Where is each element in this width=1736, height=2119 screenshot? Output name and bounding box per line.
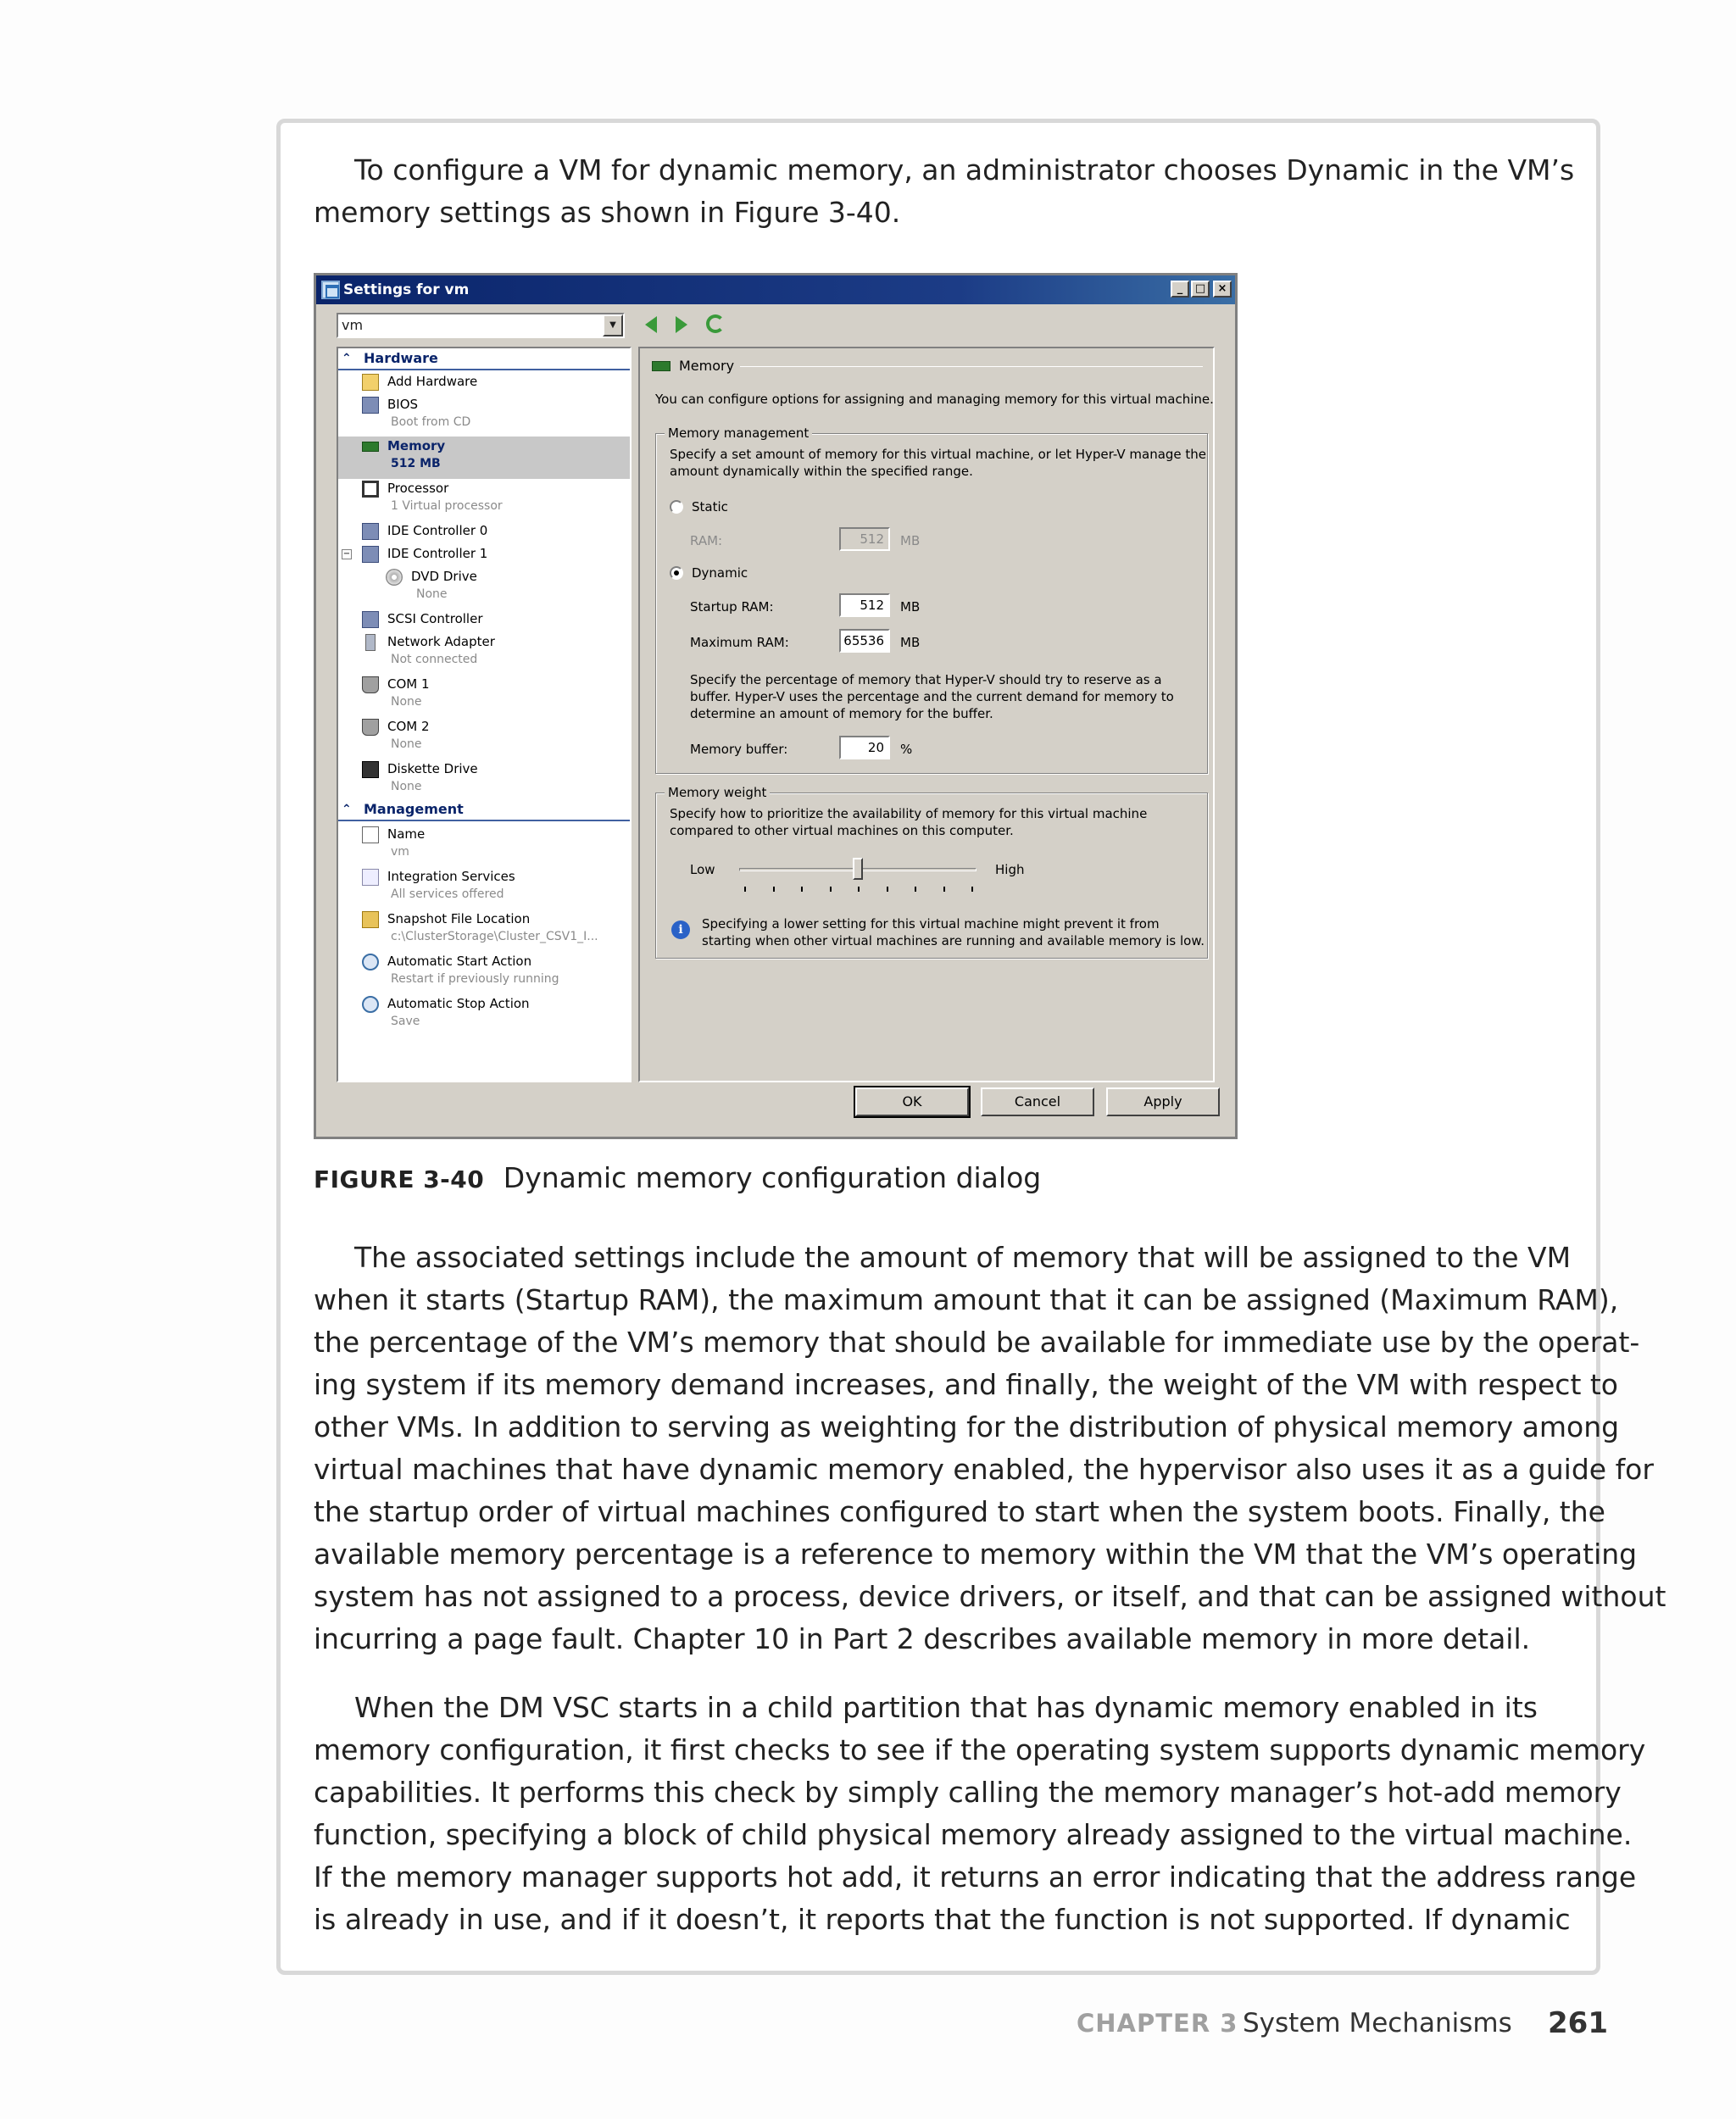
maximize-button[interactable]: □ — [1191, 281, 1210, 298]
com-port-icon — [362, 676, 379, 693]
memory-weight-slider-thumb[interactable] — [853, 858, 863, 880]
settings-dialog — [314, 273, 1238, 1139]
text-line: memory settings as shown in Figure 3-40. — [314, 196, 901, 229]
tree-item-automatic-stop-action[interactable] — [338, 994, 630, 1037]
panel-header — [652, 357, 1203, 375]
name-icon — [362, 826, 379, 843]
buffer-description: buffer. Hyper-V uses the percentage and the current demand for memory to — [690, 689, 1174, 704]
add-hardware-icon — [362, 374, 379, 391]
memory-settings-panel — [638, 347, 1215, 1082]
dynamic-radio[interactable] — [670, 566, 683, 580]
tree-item-sub: None — [391, 780, 422, 793]
tree-item-label: IDE Controller 0 — [387, 523, 488, 538]
figure-caption — [314, 1157, 1041, 1201]
slider-tick — [943, 887, 945, 892]
startup-ram-label: Startup RAM: — [690, 599, 774, 615]
tree-item-sub: Save — [391, 1015, 420, 1028]
weight-note: starting when other virtual machines are running and available memory is low. — [702, 933, 1205, 948]
tree-item-label: Network Adapter — [387, 634, 495, 649]
slider-tick — [858, 887, 860, 892]
figure-label: FIGURE 3-40 — [314, 1165, 485, 1193]
tree-item-label: IDE Controller 1 — [387, 546, 488, 561]
tree-item-snapshot-file-location[interactable] — [338, 909, 630, 952]
tree-item-label: Diskette Drive — [387, 761, 478, 776]
tree-item-label: Add Hardware — [387, 374, 478, 389]
tree-item-sub: c:\ClusterStorage\Cluster_CSV1_I... — [391, 930, 598, 943]
slider-tick — [773, 887, 775, 892]
text-line: the startup order of virtual machines configured to start when the system boots. Finally, the — [314, 1495, 1605, 1528]
text-line: To configure a VM for dynamic memory, an administrator chooses Dynamic in the VM’s — [354, 153, 1575, 186]
tree-item-sub: None — [391, 737, 422, 751]
vm-selector-value: vm — [342, 317, 364, 333]
slider-tick — [801, 887, 803, 892]
tree-item-name[interactable] — [338, 825, 630, 867]
tree-item-memory[interactable] — [338, 437, 630, 479]
tree-item-bios[interactable] — [338, 395, 630, 437]
startup-ram-input[interactable]: 512 — [839, 593, 890, 617]
ide-controller-icon — [362, 523, 379, 540]
static-label: Static — [692, 499, 728, 514]
tree-item-label: Automatic Start Action — [387, 954, 532, 969]
footer-chapter: CHAPTER 3 — [1077, 2009, 1238, 2038]
slider-tick — [744, 887, 746, 892]
tree-item-label: Name — [387, 826, 426, 842]
text-line: memory configuration, it first checks to see if the operating system supports dynamic memory — [314, 1733, 1646, 1766]
diskette-drive-icon — [362, 761, 379, 778]
scsi-controller-icon — [362, 611, 379, 628]
com-port-icon — [362, 719, 379, 736]
text-line: incurring a page fault. Chapter 10 in Part 2 describes available memory in more detail. — [314, 1622, 1531, 1655]
tree-item-sub: 1 Virtual processor — [391, 499, 503, 513]
memory-icon — [652, 361, 670, 371]
tree-item-label: Processor — [387, 481, 449, 496]
tree-item-diskette-drive[interactable] — [338, 759, 630, 802]
text-line: is already in use, and if it doesn’t, it reports that the function is not supported. If dynamic — [314, 1903, 1571, 1936]
text-line: If the memory manager supports hot add, it returns an error indicating that the address range — [314, 1860, 1637, 1894]
footer-chapter-title: System Mechanisms — [1243, 2008, 1512, 2038]
slider-high-label: High — [995, 862, 1025, 877]
vm-selector-dropdown[interactable] — [337, 313, 625, 338]
memory-buffer-label: Memory buffer: — [690, 742, 788, 757]
tree-item-label: Snapshot File Location — [387, 911, 531, 926]
tree-item-sub: None — [416, 587, 448, 601]
text-line: function, specifying a block of child physical memory already assigned to the virtual machine. — [314, 1818, 1633, 1851]
cancel-button[interactable]: Cancel — [981, 1087, 1094, 1116]
tree-section-management[interactable] — [338, 799, 630, 821]
info-icon: i — [671, 920, 690, 939]
apply-button[interactable]: Apply — [1106, 1087, 1220, 1116]
group-description: Specify a set amount of memory for this virtual machine, or let Hyper-V manage the — [670, 447, 1207, 462]
settings-window-icon — [321, 281, 340, 299]
memory-buffer-unit: % — [900, 742, 913, 757]
group-description: Specify how to prioritize the availability of memory for this virtual machine — [670, 806, 1148, 821]
tree-item-network-adapter[interactable] — [338, 632, 630, 675]
text-line: The associated settings include the amount of memory that will be assigned to the VM — [354, 1241, 1572, 1274]
buffer-description: determine an amount of memory for the buffer. — [690, 706, 993, 721]
memory-icon — [362, 442, 379, 452]
maximum-ram-label: Maximum RAM: — [690, 635, 789, 650]
buffer-description: Specify the percentage of memory that Hyper-V should try to reserve as a — [690, 672, 1162, 687]
processor-icon — [362, 481, 379, 498]
minimize-button[interactable]: _ — [1171, 281, 1189, 298]
text-line: system has not assigned to a process, device drivers, or itself, and that can be assigned without — [314, 1580, 1666, 1613]
tree-item-label: Memory — [387, 438, 446, 453]
snapshot-folder-icon — [362, 911, 379, 928]
ram-label: RAM: — [690, 533, 723, 548]
body-paragraph-1 — [314, 1237, 1666, 1660]
weight-note: Specifying a lower setting for this virtual machine might prevent it from — [702, 916, 1160, 932]
ram-unit: MB — [900, 533, 921, 548]
collapse-icon[interactable]: ⌃ — [342, 803, 352, 816]
start-action-icon — [362, 954, 379, 971]
group-title: Memory weight — [665, 784, 770, 801]
tree-item-sub: Restart if previously running — [391, 972, 559, 986]
ok-button[interactable]: OK — [855, 1087, 969, 1116]
tree-item-label: Automatic Stop Action — [387, 996, 530, 1011]
tree-item-sub: Boot from CD — [391, 415, 471, 429]
settings-tree — [337, 347, 632, 1082]
tree-section-label: Hardware — [364, 350, 438, 366]
slider-tick — [830, 887, 832, 892]
static-radio[interactable] — [670, 500, 683, 514]
panel-header-title: Memory — [679, 358, 735, 374]
forward-arrow-icon[interactable] — [676, 316, 687, 333]
panel-description: You can configure options for assigning and managing memory for this virtual machine. — [655, 392, 1214, 407]
body-paragraph-2 — [314, 1687, 1646, 1941]
text-line: capabilities. It performs this check by simply calling the memory manager’s hot-add memory — [314, 1776, 1622, 1809]
text-line: other VMs. In addition to serving as weighting for the distribution of physical memory among — [314, 1410, 1620, 1443]
group-description: amount dynamically within the specified range. — [670, 464, 973, 479]
tree-item-label: DVD Drive — [411, 569, 477, 584]
group-description: compared to other virtual machines on this computer. — [670, 823, 1014, 838]
figure-caption-text: Dynamic memory configuration dialog — [503, 1161, 1042, 1194]
tree-item-sub: 512 MB — [391, 457, 441, 470]
tree-item-com-2[interactable] — [338, 717, 630, 759]
network-adapter-icon — [365, 634, 376, 651]
tree-item-label: BIOS — [387, 397, 419, 412]
tree-section-label: Management — [364, 801, 464, 817]
dropdown-arrow-icon[interactable]: ▼ — [603, 314, 623, 336]
startup-ram-unit: MB — [900, 599, 921, 615]
slider-low-label: Low — [690, 862, 715, 877]
text-line: virtual machines that have dynamic memory enabled, the hypervisor also uses it as a guide for — [314, 1453, 1654, 1486]
dvd-drive-icon — [386, 569, 403, 586]
tree-item-automatic-start-action[interactable] — [338, 952, 630, 994]
tree-item-label: SCSI Controller — [387, 611, 483, 626]
text-line: ing system if its memory demand increases, and finally, the weight of the VM with respect to — [314, 1368, 1618, 1401]
header-divider — [740, 366, 1203, 367]
text-line: the percentage of the VM’s memory that should be available for immediate use by the operat- — [314, 1326, 1640, 1359]
text-line: available memory percentage is a reference to memory within the VM that the VM’s operating — [314, 1538, 1638, 1571]
integration-services-icon — [362, 869, 379, 886]
tree-item-label: Integration Services — [387, 869, 515, 884]
tree-item-label: COM 1 — [387, 676, 430, 692]
text-line: when it starts (Startup RAM), the maximum amount that it can be assigned (Maximum RAM), — [314, 1283, 1619, 1316]
intro-paragraph — [314, 149, 1575, 234]
stop-action-icon — [362, 996, 379, 1013]
maximum-ram-input[interactable]: 65536 — [839, 629, 890, 653]
tree-item-integration-services[interactable] — [338, 867, 630, 909]
memory-management-group — [655, 425, 1208, 774]
memory-weight-group — [655, 785, 1208, 959]
collapse-icon[interactable]: ⌃ — [342, 352, 352, 365]
dialog-title: Settings for vm — [343, 281, 470, 298]
tree-item-label: COM 2 — [387, 719, 430, 734]
text-line: When the DM VSC starts in a child partition that has dynamic memory enabled in its — [354, 1691, 1538, 1724]
footer-page-number: 261 — [1548, 2006, 1608, 2040]
tree-section-hardware[interactable] — [338, 348, 630, 370]
tree-item-sub: vm — [391, 845, 409, 859]
dialog-titlebar — [316, 275, 1235, 304]
tree-item-dvd-drive[interactable] — [338, 567, 630, 609]
tree-item-processor[interactable] — [338, 479, 630, 521]
bios-icon — [362, 397, 379, 414]
ide-controller-icon — [362, 546, 379, 563]
tree-item-sub: None — [391, 695, 422, 709]
slider-tick — [971, 887, 973, 892]
memory-buffer-input[interactable]: 20 — [839, 736, 890, 759]
group-title: Memory management — [665, 425, 812, 442]
dynamic-label: Dynamic — [692, 565, 748, 581]
tree-item-com-1[interactable] — [338, 675, 630, 717]
tree-item-sub: Not connected — [391, 653, 478, 666]
close-button[interactable]: × — [1213, 281, 1232, 298]
expander-icon[interactable]: − — [342, 549, 351, 559]
slider-tick — [887, 887, 888, 892]
slider-tick — [915, 887, 916, 892]
ram-input[interactable]: 512 — [839, 527, 890, 551]
maximum-ram-unit: MB — [900, 635, 921, 650]
back-arrow-icon[interactable] — [645, 316, 657, 333]
refresh-icon[interactable] — [706, 314, 725, 333]
tree-item-sub: All services offered — [391, 887, 504, 901]
